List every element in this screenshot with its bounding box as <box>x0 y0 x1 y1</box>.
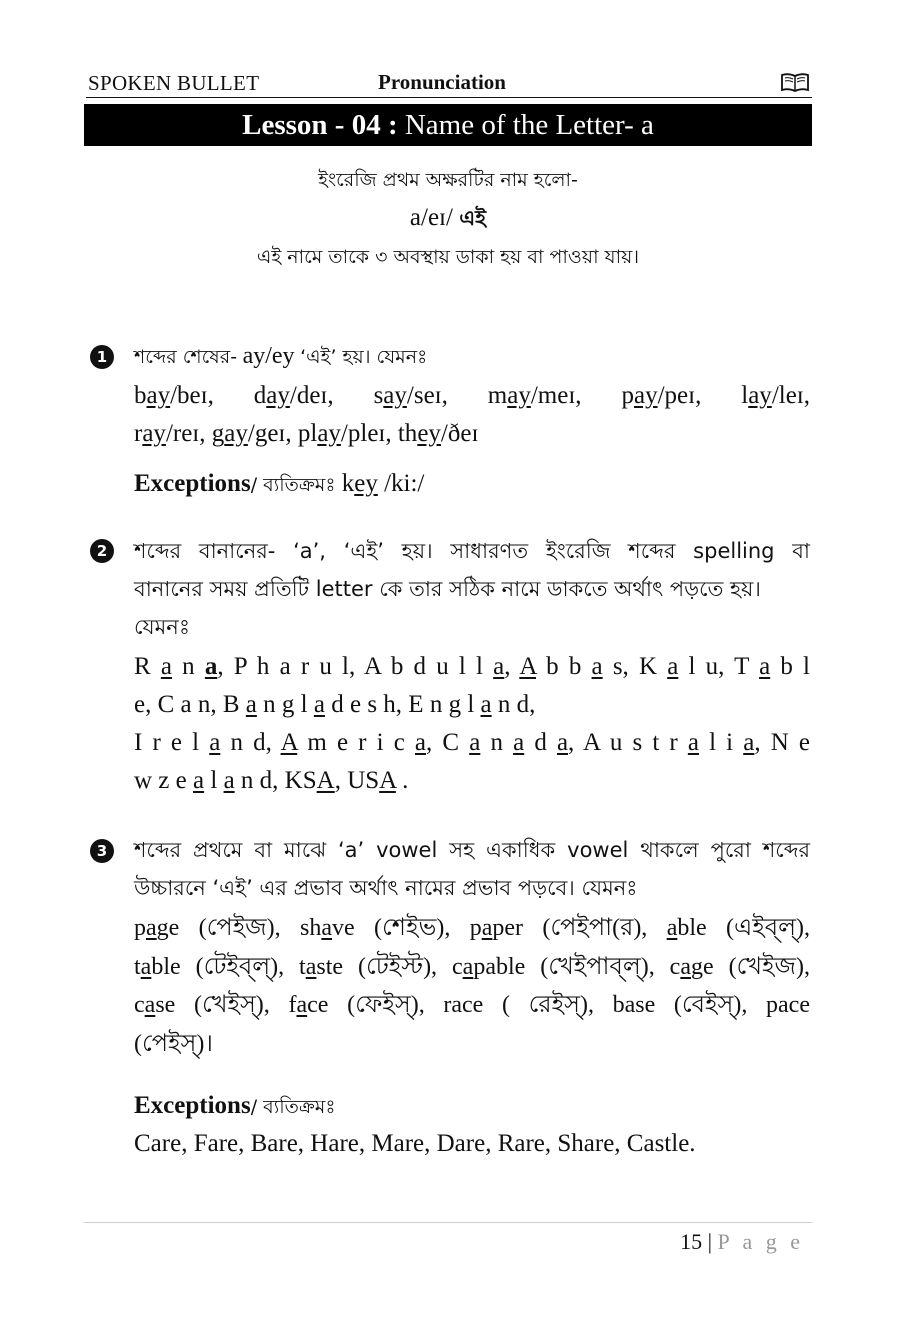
underlined-letters: ay <box>266 382 290 409</box>
exceptions-label: Exceptions <box>134 470 251 497</box>
underlined-letters: a <box>591 653 603 680</box>
example-word: say/seɪ, <box>373 382 448 409</box>
intro-ipa: a/eɪ/ <box>409 204 453 231</box>
lesson-label: Lesson - 04 : <box>242 109 398 141</box>
example-word: pay/peɪ, <box>621 382 702 409</box>
example-word: day/deɪ, <box>253 382 334 409</box>
underlined-letters: a <box>556 729 569 756</box>
rule-1-head-en: ay/ey <box>242 343 295 369</box>
underlined-letters: A <box>280 729 298 756</box>
underlined-letters: a <box>462 953 474 980</box>
underlined-letters: a <box>469 729 481 756</box>
rule-3-exceptions-list: Care, Fare, Bare, Hare, Mare, Dare, Rare, Share, Castle. <box>134 1130 696 1157</box>
rule-3-examples <box>134 909 810 1063</box>
underlined-letters: A <box>316 767 335 794</box>
rule-2-examples-line-1: R a n a, P h a r u l, A b d u l l a, A b b a s, K a l u, T a b l <box>134 653 811 680</box>
intro-line-2 <box>86 202 810 237</box>
underlined-letters: a <box>160 653 172 680</box>
rule-3-heading <box>134 831 810 907</box>
header-rule <box>86 97 812 98</box>
rule-2-head-line-1: শব্দের বানানের- ‘a’, ‘এই’ হয়। সাধারণত ইংরেজি শব্দের spelling বা <box>134 539 810 563</box>
rule-3-examples-line-1: page (পেইজ), shave (শেইভ), paper (পেইপা(র), able (এইব্‌ল্‌), <box>134 915 810 941</box>
underlined-letters: a <box>481 915 493 941</box>
underlined-letters: ay <box>383 382 407 409</box>
rule-2-heading <box>134 532 810 646</box>
rule-1-head-bn: শব্দের শেষের- <box>134 346 238 368</box>
underlined-letters: a <box>321 915 333 941</box>
underlined-letters: a <box>667 653 679 680</box>
rule-2-examples <box>134 648 810 800</box>
underlined-letters: ay <box>146 382 171 409</box>
page-number: 15 <box>680 1229 703 1254</box>
underlined-letters: a <box>759 653 771 680</box>
intro-line-3: এই নামে তাকে ৩ অবস্থায় ডাকা হয় বা পাওয়া যায়। <box>256 246 640 268</box>
underlined-letters: a <box>193 767 205 794</box>
underlined-letters: ey <box>354 470 378 497</box>
rule-3-examples-line-2: table (টেইব্‌ল্‌), taste (টেইস্ট), capable (খেইপাব্‌ল্‌), cage (খেইজ), <box>134 953 811 980</box>
underlined-letters: ey <box>417 420 441 447</box>
underlined-letters: a <box>743 729 755 756</box>
underlined-letters: a <box>204 653 218 680</box>
underlined-letters: a <box>480 691 492 718</box>
lesson-title: Name of the Letter- a <box>404 109 654 141</box>
rule-3-head-line-2: উচ্চারনে ‘এই’ এর প্রভাব অর্থাৎ নামের প্রভাব পড়বে। যেমনঃ <box>134 876 638 900</box>
underlined-letters: a <box>666 915 678 941</box>
exceptions-label: Exceptions <box>134 1092 251 1119</box>
rule-1-examples <box>134 377 810 453</box>
book-icon <box>780 71 810 93</box>
rule-2-head-line-3: যেমনঃ <box>134 615 191 639</box>
underlined-letters: a <box>146 915 157 941</box>
example-word: lay/leɪ, <box>741 382 810 409</box>
rule-1-examples-line-2: ray/reɪ, gay/geɪ, play/pleɪ, they/ðeɪ <box>134 420 479 447</box>
underlined-letters: a <box>223 767 235 794</box>
underlined-letters: a <box>680 953 691 980</box>
exceptions-bn: / ব্যতিক্রমঃ <box>250 474 336 496</box>
underlined-letters: a <box>687 729 699 756</box>
rule-3-examples-line-4: (পেইস্‌)। <box>134 1030 213 1057</box>
intro-line-1: ইংরেজি প্রথম অক্ষরটির নাম হলো- <box>318 169 578 191</box>
underlined-letters: a <box>414 729 427 756</box>
rule-number-badge: 2 <box>90 539 114 563</box>
example-word: bay/beɪ, <box>134 382 214 409</box>
header-book-title: SPOKEN BULLET <box>88 71 260 95</box>
footer-rule <box>84 1222 812 1223</box>
rule-3-head-line-1: শব্দের প্রথমে বা মাঝে ‘a’ vowel সহ একাধিক vowel থাকলে পুরো শব্দের <box>134 838 810 862</box>
rule-3-exceptions <box>134 1092 335 1125</box>
underlined-letters: A <box>519 653 536 680</box>
example-word: may/meɪ, <box>487 382 582 409</box>
rule-1-exceptions <box>134 470 424 503</box>
underlined-letters: ay <box>507 382 531 409</box>
underlined-letters: a <box>513 729 525 756</box>
rule-1-head-tail: ‘এই’ হয়। যেমনঃ <box>300 346 428 368</box>
underlined-letters: ay <box>748 382 772 409</box>
underlined-letters: ay <box>633 382 658 409</box>
exceptions-bn: / ব্যতিক্রমঃ <box>250 1096 336 1118</box>
rule-2-head-line-2: বানানের সময় প্রতিটি letter কে তার সঠিক নামে ডাকতে অর্থাৎ পড়তে হয়। <box>134 577 761 601</box>
underlined-letters: A <box>379 767 396 794</box>
underlined-letters: ay <box>317 420 341 447</box>
rule-3-examples-line-3: case (খেইস্‌), face (ফেইস্‌), race ( রেইস্‌), base (বেইস্‌), pace <box>134 992 810 1018</box>
page-footer <box>680 1229 804 1255</box>
underlined-letters: a <box>313 691 325 718</box>
page-word: P a g e <box>717 1229 804 1254</box>
rule-number-badge: 3 <box>90 839 114 863</box>
footer-separator: | <box>707 1229 713 1254</box>
exceptions-value: key /ki:/ <box>341 470 425 497</box>
underlined-letters: a <box>493 653 505 680</box>
running-header <box>86 68 810 98</box>
rule-number-badge: 1 <box>90 345 114 369</box>
rule-2-examples-line-2: e, C a n, B a n g l a d e s h, E n g l a n d, <box>134 691 536 718</box>
underlined-letters: a <box>245 691 257 718</box>
rule-2-examples-line-3: I r e l a n d, A m e r i c a, C a n a d a, A u s t r a l i a, N e <box>134 729 810 756</box>
rule-1-examples-line-1 <box>134 377 810 415</box>
lesson-title-bar <box>84 104 812 146</box>
header-section-title: Pronunciation <box>378 70 506 94</box>
underlined-letters: ay <box>224 420 248 447</box>
intro-bengali-sound: এই <box>459 206 487 230</box>
underlined-letters: a <box>305 953 317 980</box>
underlined-letters: a <box>140 953 152 980</box>
rule-2-examples-line-4: w z e a l a n d, KSA, USA . <box>134 767 409 794</box>
underlined-letters: a <box>209 729 221 756</box>
rule-1-heading <box>134 338 810 375</box>
underlined-letters: a <box>144 992 156 1018</box>
underlined-letters: ay <box>142 420 166 447</box>
underlined-letters: a <box>296 992 308 1018</box>
